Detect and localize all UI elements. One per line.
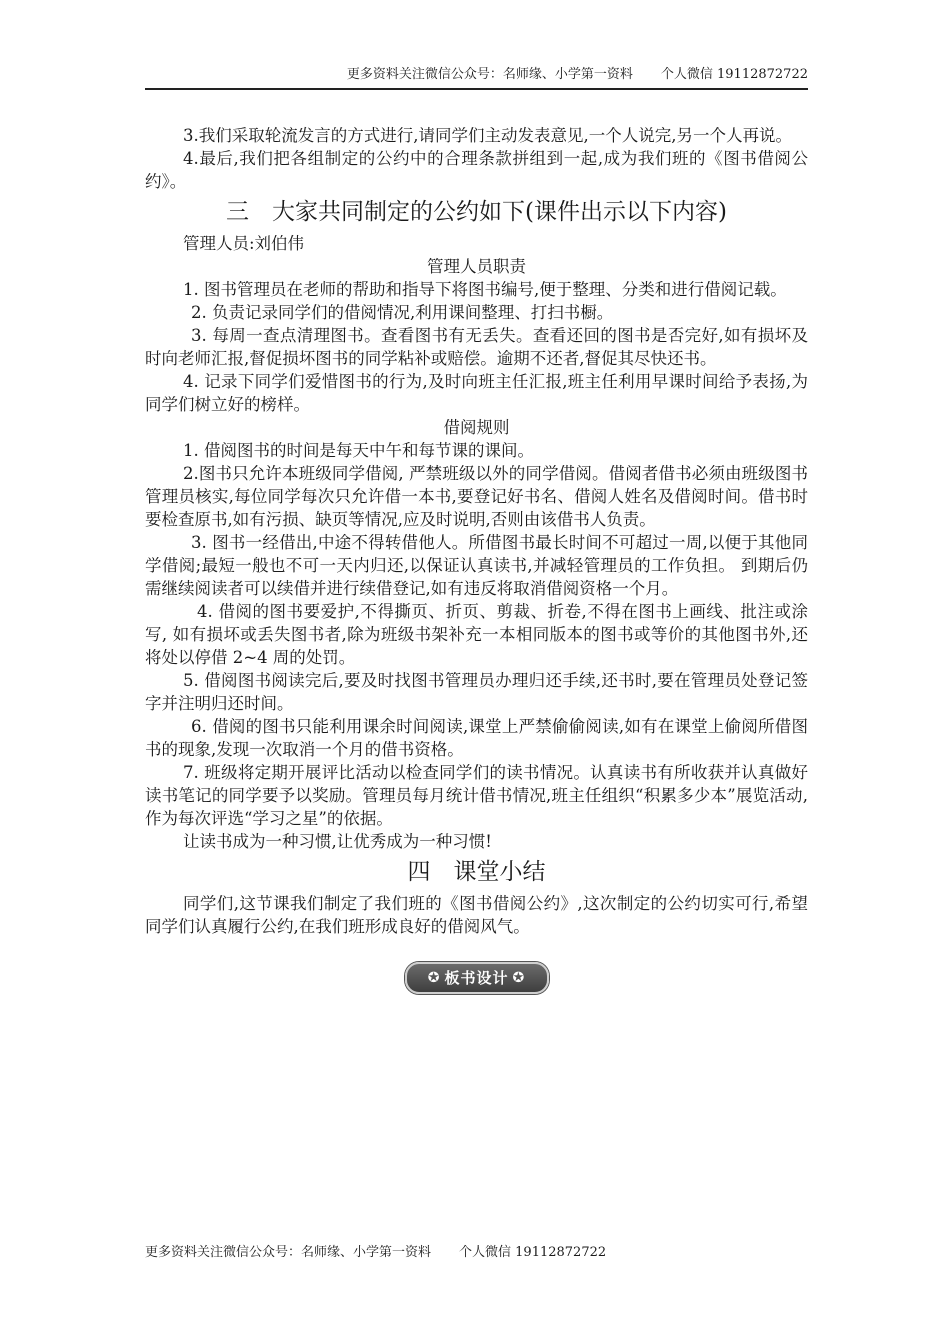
duty-item: 3. 每周一查点清理图书。查看图书有无丢失。查看还回的图书是否完好,如有损坏及时向老师汇报,督促损坏图书的同学粘补或赔偿。逾期不还者,督促其尽快还书。 xyxy=(145,326,808,368)
paragraph-step-4: 4.最后,我们把各组制定的公约中的合理条款拼组到一起,成为我们班的《图书借阅公约》。 xyxy=(145,149,808,191)
section-4-heading: 四 课堂小结 xyxy=(407,859,546,885)
manager-line: 管理人员:刘伯伟 xyxy=(183,234,305,253)
document-body xyxy=(145,124,808,994)
board-design-badge xyxy=(405,962,549,994)
duty-item: 1. 图书管理员在老师的帮助和指导下将图书编号,便于整理、分类和进行借阅记载。 xyxy=(183,280,787,299)
rule-item: 3. 图书一经借出,中途不得转借他人。所借图书最长时间不可超过一周,以便于其他同学借阅;最短一般也不可一天内归还,以保证认真读书,并减轻管理员的工作负担。 到期后仍需继续阅读者可以续借并进行续借登记,如有违反将取消借阅资格一个月。 xyxy=(145,533,808,598)
rules-heading: 借阅规则 xyxy=(443,418,510,437)
header-promo-text: 更多资料关注微信公众号：名师缘、小学第一资料 xyxy=(346,67,633,82)
duty-item: 4. 记录下同学们爱惜图书的行为,及时向班主任汇报,班主任利用早课时间给予表扬,为同学们树立好的榜样。 xyxy=(145,372,808,414)
rule-item: 2.图书只允许本班级同学借阅, 严禁班级以外的同学借阅。借阅者借书必须由班级图书管理员核实,每位同学每次只允许借一本书,要登记好书名、借阅人姓名及借阅时间。借书时要检查原书,如有污损、缺页等情况,应及时说明,否则由该借书人负责。 xyxy=(145,464,808,529)
page-footer xyxy=(145,1244,606,1262)
footer-promo-text: 更多资料关注微信公众号：名师缘、小学第一资料 xyxy=(145,1245,432,1260)
footer-wechat-text: 个人微信 19112872722 xyxy=(459,1245,607,1260)
paragraph-step-3: 3.我们采取轮流发言的方式进行,请同学们主动发表意见,一个人说完,另一个人再说。 xyxy=(183,126,792,145)
duties-heading: 管理人员职责 xyxy=(427,257,526,276)
rule-item: 7. 班级将定期开展评比活动以检查同学们的读书情况。认真读书有所收获并认真做好读书笔记的同学要予以奖励。管理员每月统计借书情况,班主任组织“积累多少本”展览活动,作为每次评选“学习之星”的依据。 xyxy=(145,763,808,828)
header-divider xyxy=(145,88,808,90)
star-icon: ✪ xyxy=(512,969,526,986)
duty-item: 2. 负责记录同学们的借阅情况,利用课间整理、打扫书橱。 xyxy=(191,303,614,322)
header-wechat-text: 个人微信 19112872722 xyxy=(660,67,808,82)
rule-item: 6. 借阅的图书只能利用课余时间阅读,课堂上严禁偷偷阅读,如有在课堂上偷阅所借图书的现象,发现一次取消一个月的借书资格。 xyxy=(145,717,808,759)
section-3-heading: 三 大家共同制定的公约如下(课件出示以下内容) xyxy=(226,199,727,225)
summary-paragraph: 同学们,这节课我们制定了我们班的《图书借阅公约》,这次制定的公约切实可行,希望同学们认真履行公约,在我们班形成良好的借阅风气。 xyxy=(145,894,808,936)
rule-item: 5. 借阅图书阅读完后,要及时找图书管理员办理归还手续,还书时,要在管理员处登记签字并注明归还时间。 xyxy=(145,671,808,713)
star-icon: ✪ xyxy=(427,969,441,986)
page-header xyxy=(145,66,808,84)
rule-item: 1. 借阅图书的时间是每天中午和每节课的课间。 xyxy=(183,441,534,460)
slogan-line: 让读书成为一种习惯,让优秀成为一种习惯! xyxy=(183,832,492,851)
rule-item: 4. 借阅的图书要爱护,不得撕页、折页、剪裁、折卷,不得在图书上画线、批注或涂写, 如有损坏或丢失图书者,除为班级书架补充一本相同版本的图书或等价的其他图书外,还将处以停借 2~4 周的处罚。 xyxy=(145,602,808,667)
board-design-label: 板书设计 xyxy=(444,968,509,987)
